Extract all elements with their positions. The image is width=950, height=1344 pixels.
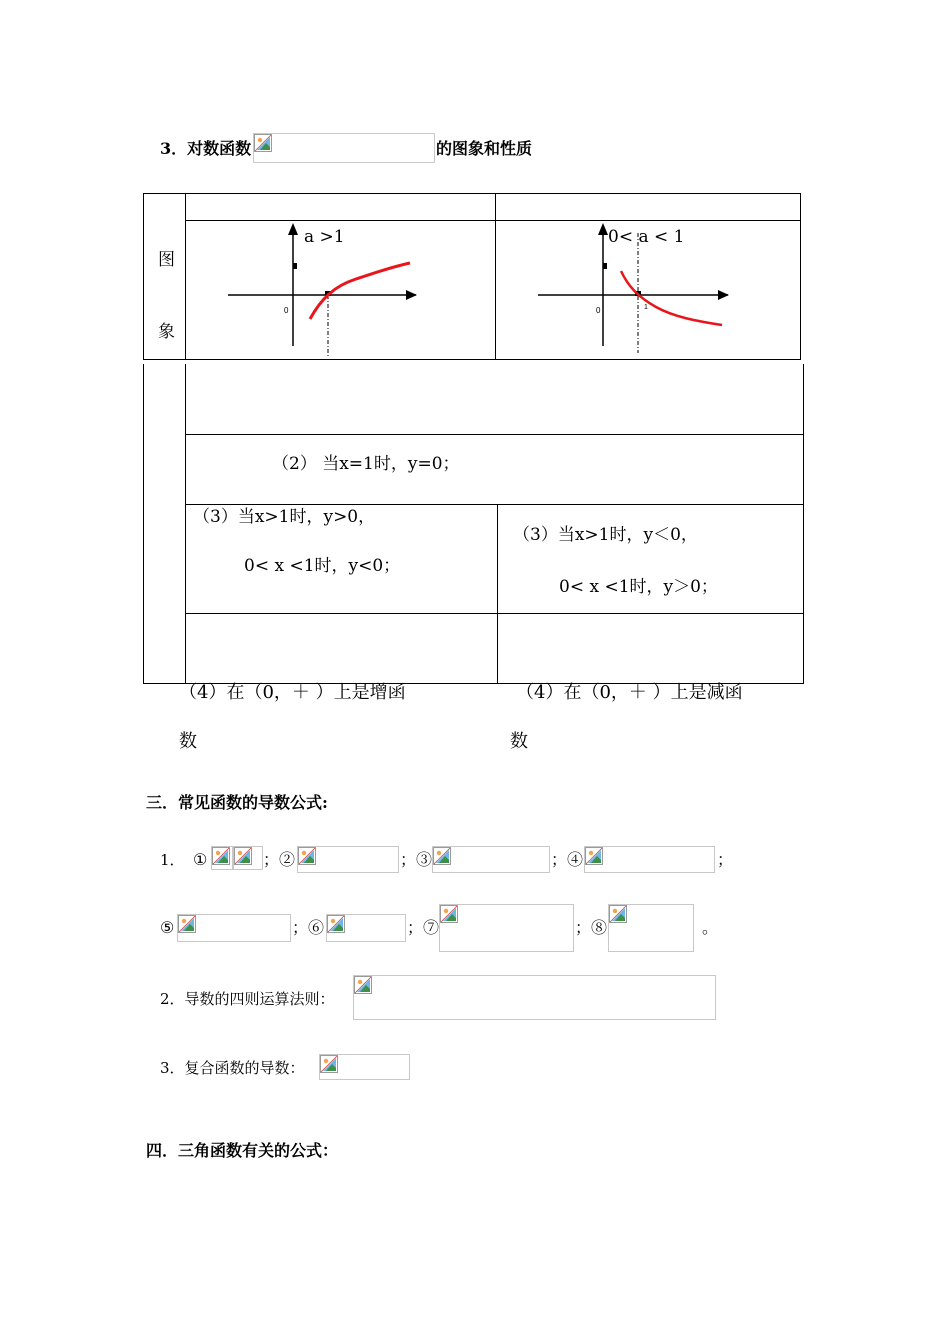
broken-image-icon — [433, 847, 451, 865]
x-axis-arrow — [406, 290, 417, 300]
row-line-2 — [185, 504, 804, 505]
marker-6: ；⑥ — [292, 918, 325, 937]
broken-image-icon — [327, 915, 345, 933]
broken-image-icon — [440, 905, 458, 923]
formula-row1-num: 1． — [160, 851, 185, 869]
y-axis-arrow — [288, 223, 298, 235]
left-property-3-line1: （3）当x>1时，y>0， — [193, 507, 376, 527]
log-curve-decreasing — [621, 271, 722, 325]
left-property-4-line2: 数 — [179, 731, 197, 752]
right-property-4-line2: 数 — [510, 731, 528, 752]
broken-image-icon — [212, 847, 230, 865]
origin-label: 0 — [284, 306, 289, 315]
lower-center-divider — [497, 504, 498, 683]
broken-image-icon — [298, 847, 316, 865]
section3-prefix: 3．对数函数 — [160, 139, 252, 158]
broken-image-icon — [320, 1055, 338, 1073]
right-property-3-line1: （3）当x>1时，y＜0， — [513, 525, 698, 545]
marker-4: ；④ — [551, 850, 584, 869]
broken-image-icon — [354, 976, 372, 994]
right-property-4-line1: （4）在（0，＋ ）上是减函 — [516, 682, 743, 703]
marker-8: ；⑧ — [575, 918, 608, 937]
lower-label-divider — [185, 364, 186, 683]
formula-image-rule3 — [319, 1054, 410, 1080]
property-2: （2） 当x=1时，y=0； — [272, 454, 460, 474]
row-label-char-1: 图 — [158, 250, 175, 270]
formula-image — [253, 133, 435, 163]
left-graph-label: a >1 — [304, 227, 345, 247]
row-line-3 — [185, 613, 804, 614]
right-property-3-line2: 0< x <1时，y＞0； — [559, 577, 718, 597]
marker-2: ；② — [263, 850, 296, 869]
table-graph-bottom — [143, 359, 801, 360]
formula-image-2 — [297, 846, 399, 873]
marker-7: ；⑦ — [407, 918, 440, 937]
formula-image-6 — [326, 914, 406, 942]
broken-image-icon — [585, 847, 603, 865]
y-axis-arrow — [598, 223, 608, 235]
formula-image-rule2 — [353, 975, 716, 1020]
row2-end: 。 — [702, 918, 719, 937]
broken-image-icon — [234, 847, 252, 865]
lower-border-left — [143, 364, 144, 683]
row-line-1 — [185, 434, 804, 435]
section-si-title: 四．三角函数有关的公式： — [146, 1141, 339, 1160]
y-tick — [293, 263, 297, 269]
marker-3: ；③ — [400, 850, 433, 869]
broken-image-icon — [254, 134, 272, 152]
formula-image-7 — [439, 904, 574, 952]
section-san-title: 三．常见函数的导数公式: — [146, 793, 328, 812]
lower-border-right — [803, 364, 804, 683]
right-graph-label: 0< a < 1 — [608, 227, 685, 247]
rule-2-label: 2．导数的四则运算法则： — [160, 990, 335, 1008]
section3-heading — [160, 139, 251, 159]
table-border-right — [800, 193, 801, 360]
y-tick — [603, 263, 607, 269]
formula-image-5 — [177, 914, 291, 942]
formula-image-4 — [584, 846, 715, 873]
formula-image-1a — [211, 846, 233, 870]
marker-5: ⑤ — [160, 918, 175, 937]
left-property-3-line2: 0< x <1时，y<0； — [244, 556, 401, 576]
table-border-left — [143, 193, 144, 360]
formula-image-8 — [608, 904, 694, 952]
row1-end: ； — [717, 850, 734, 869]
origin-label: 0 — [596, 306, 601, 315]
left-property-4-line1: （4）在（0，＋ ）上是增函 — [179, 682, 406, 703]
one-label: 1 — [644, 304, 648, 311]
rule-3-label: 3．复合函数的导数： — [160, 1059, 305, 1077]
table-border-top — [143, 193, 801, 194]
row-label-char-2: 象 — [158, 322, 175, 342]
marker-1: ① — [193, 850, 208, 869]
formula-image-1b — [233, 846, 263, 870]
broken-image-icon — [178, 915, 196, 933]
x-axis-arrow — [718, 290, 729, 300]
section3-suffix: 的图象和性质 — [436, 139, 533, 158]
formula-image-3 — [432, 846, 550, 873]
broken-image-icon — [609, 905, 627, 923]
